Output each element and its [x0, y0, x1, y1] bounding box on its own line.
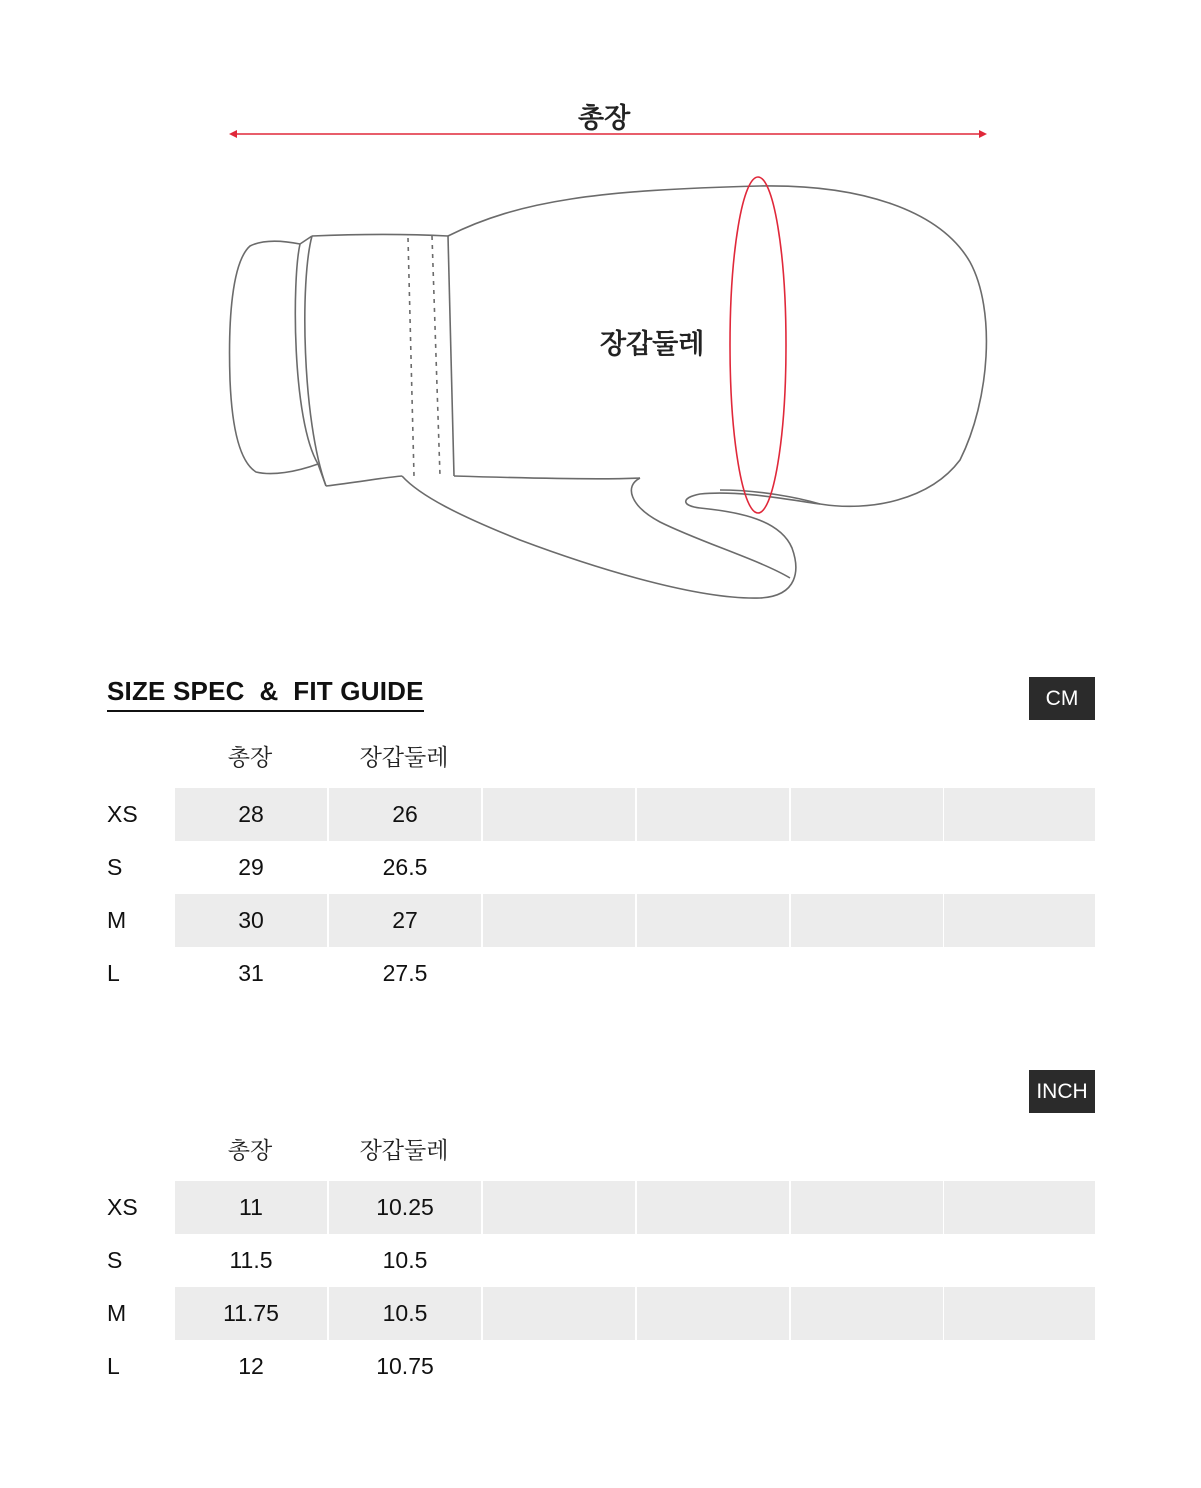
empty-cell	[944, 788, 1095, 841]
girth-label: 장갑둘레	[600, 329, 705, 360]
length-label: 총장	[578, 103, 631, 134]
table-row	[107, 1234, 1095, 1287]
length-value: 11	[175, 1181, 327, 1234]
table-row	[107, 1340, 1095, 1393]
empty-cell	[791, 788, 943, 841]
mitten-outline	[230, 186, 987, 598]
table-row	[107, 1287, 1095, 1340]
empty-cell	[944, 1181, 1095, 1234]
empty-cell	[637, 788, 789, 841]
size-label: L	[107, 1353, 120, 1379]
girth-value: 10.75	[376, 1353, 434, 1379]
empty-cell	[791, 1287, 943, 1340]
girth-ellipse	[730, 177, 786, 513]
header-length: 총장	[227, 1138, 273, 1164]
girth-value: 26.5	[382, 854, 428, 880]
empty-cell	[944, 1287, 1095, 1340]
size-table-inch	[107, 1131, 1095, 1393]
girth-value: 27.5	[382, 960, 428, 986]
length-value: 11.5	[229, 1247, 273, 1273]
header-length: 총장	[227, 745, 273, 771]
girth-value: 10.5	[382, 1247, 428, 1273]
size-label: L	[107, 960, 120, 986]
length-value: 30	[175, 894, 327, 947]
empty-cell	[483, 1181, 635, 1234]
size-table-cm	[107, 738, 1095, 1000]
size-label: S	[107, 1247, 123, 1273]
empty-cell	[483, 788, 635, 841]
empty-cell	[944, 894, 1095, 947]
size-label: XS	[107, 801, 138, 827]
empty-cell	[791, 1181, 943, 1234]
empty-cell	[791, 894, 943, 947]
girth-value: 27	[329, 894, 481, 947]
size-label: XS	[107, 1194, 138, 1220]
table-row	[107, 947, 1095, 1000]
girth-value: 26	[329, 788, 481, 841]
size-label: M	[107, 1300, 127, 1326]
section-title: SIZE SPEC & FIT GUIDE	[107, 676, 424, 712]
table-row	[107, 841, 1095, 894]
length-value: 31	[238, 960, 264, 986]
girth-value: 10.25	[329, 1181, 481, 1234]
empty-cell	[483, 894, 635, 947]
table-header	[107, 738, 1095, 788]
length-value: 28	[175, 788, 327, 841]
table-row	[107, 788, 1095, 841]
unit-badge-inch: INCH	[1029, 1070, 1095, 1113]
girth-value: 10.5	[329, 1287, 481, 1340]
length-value: 11.75	[175, 1287, 327, 1340]
table-row	[107, 894, 1095, 947]
mitten-diagram	[0, 0, 1201, 640]
empty-cell	[483, 1287, 635, 1340]
size-label: S	[107, 854, 123, 880]
length-value: 29	[238, 854, 264, 880]
empty-cell	[637, 1287, 789, 1340]
table-row	[107, 1181, 1095, 1234]
empty-cell	[637, 1181, 789, 1234]
length-value: 12	[238, 1353, 264, 1379]
header-girth: 장갑둘레	[359, 745, 449, 771]
header-girth: 장갑둘레	[359, 1138, 449, 1164]
size-label: M	[107, 907, 127, 933]
empty-cell	[637, 894, 789, 947]
table-header	[107, 1131, 1095, 1181]
unit-badge-cm: CM	[1029, 677, 1095, 720]
